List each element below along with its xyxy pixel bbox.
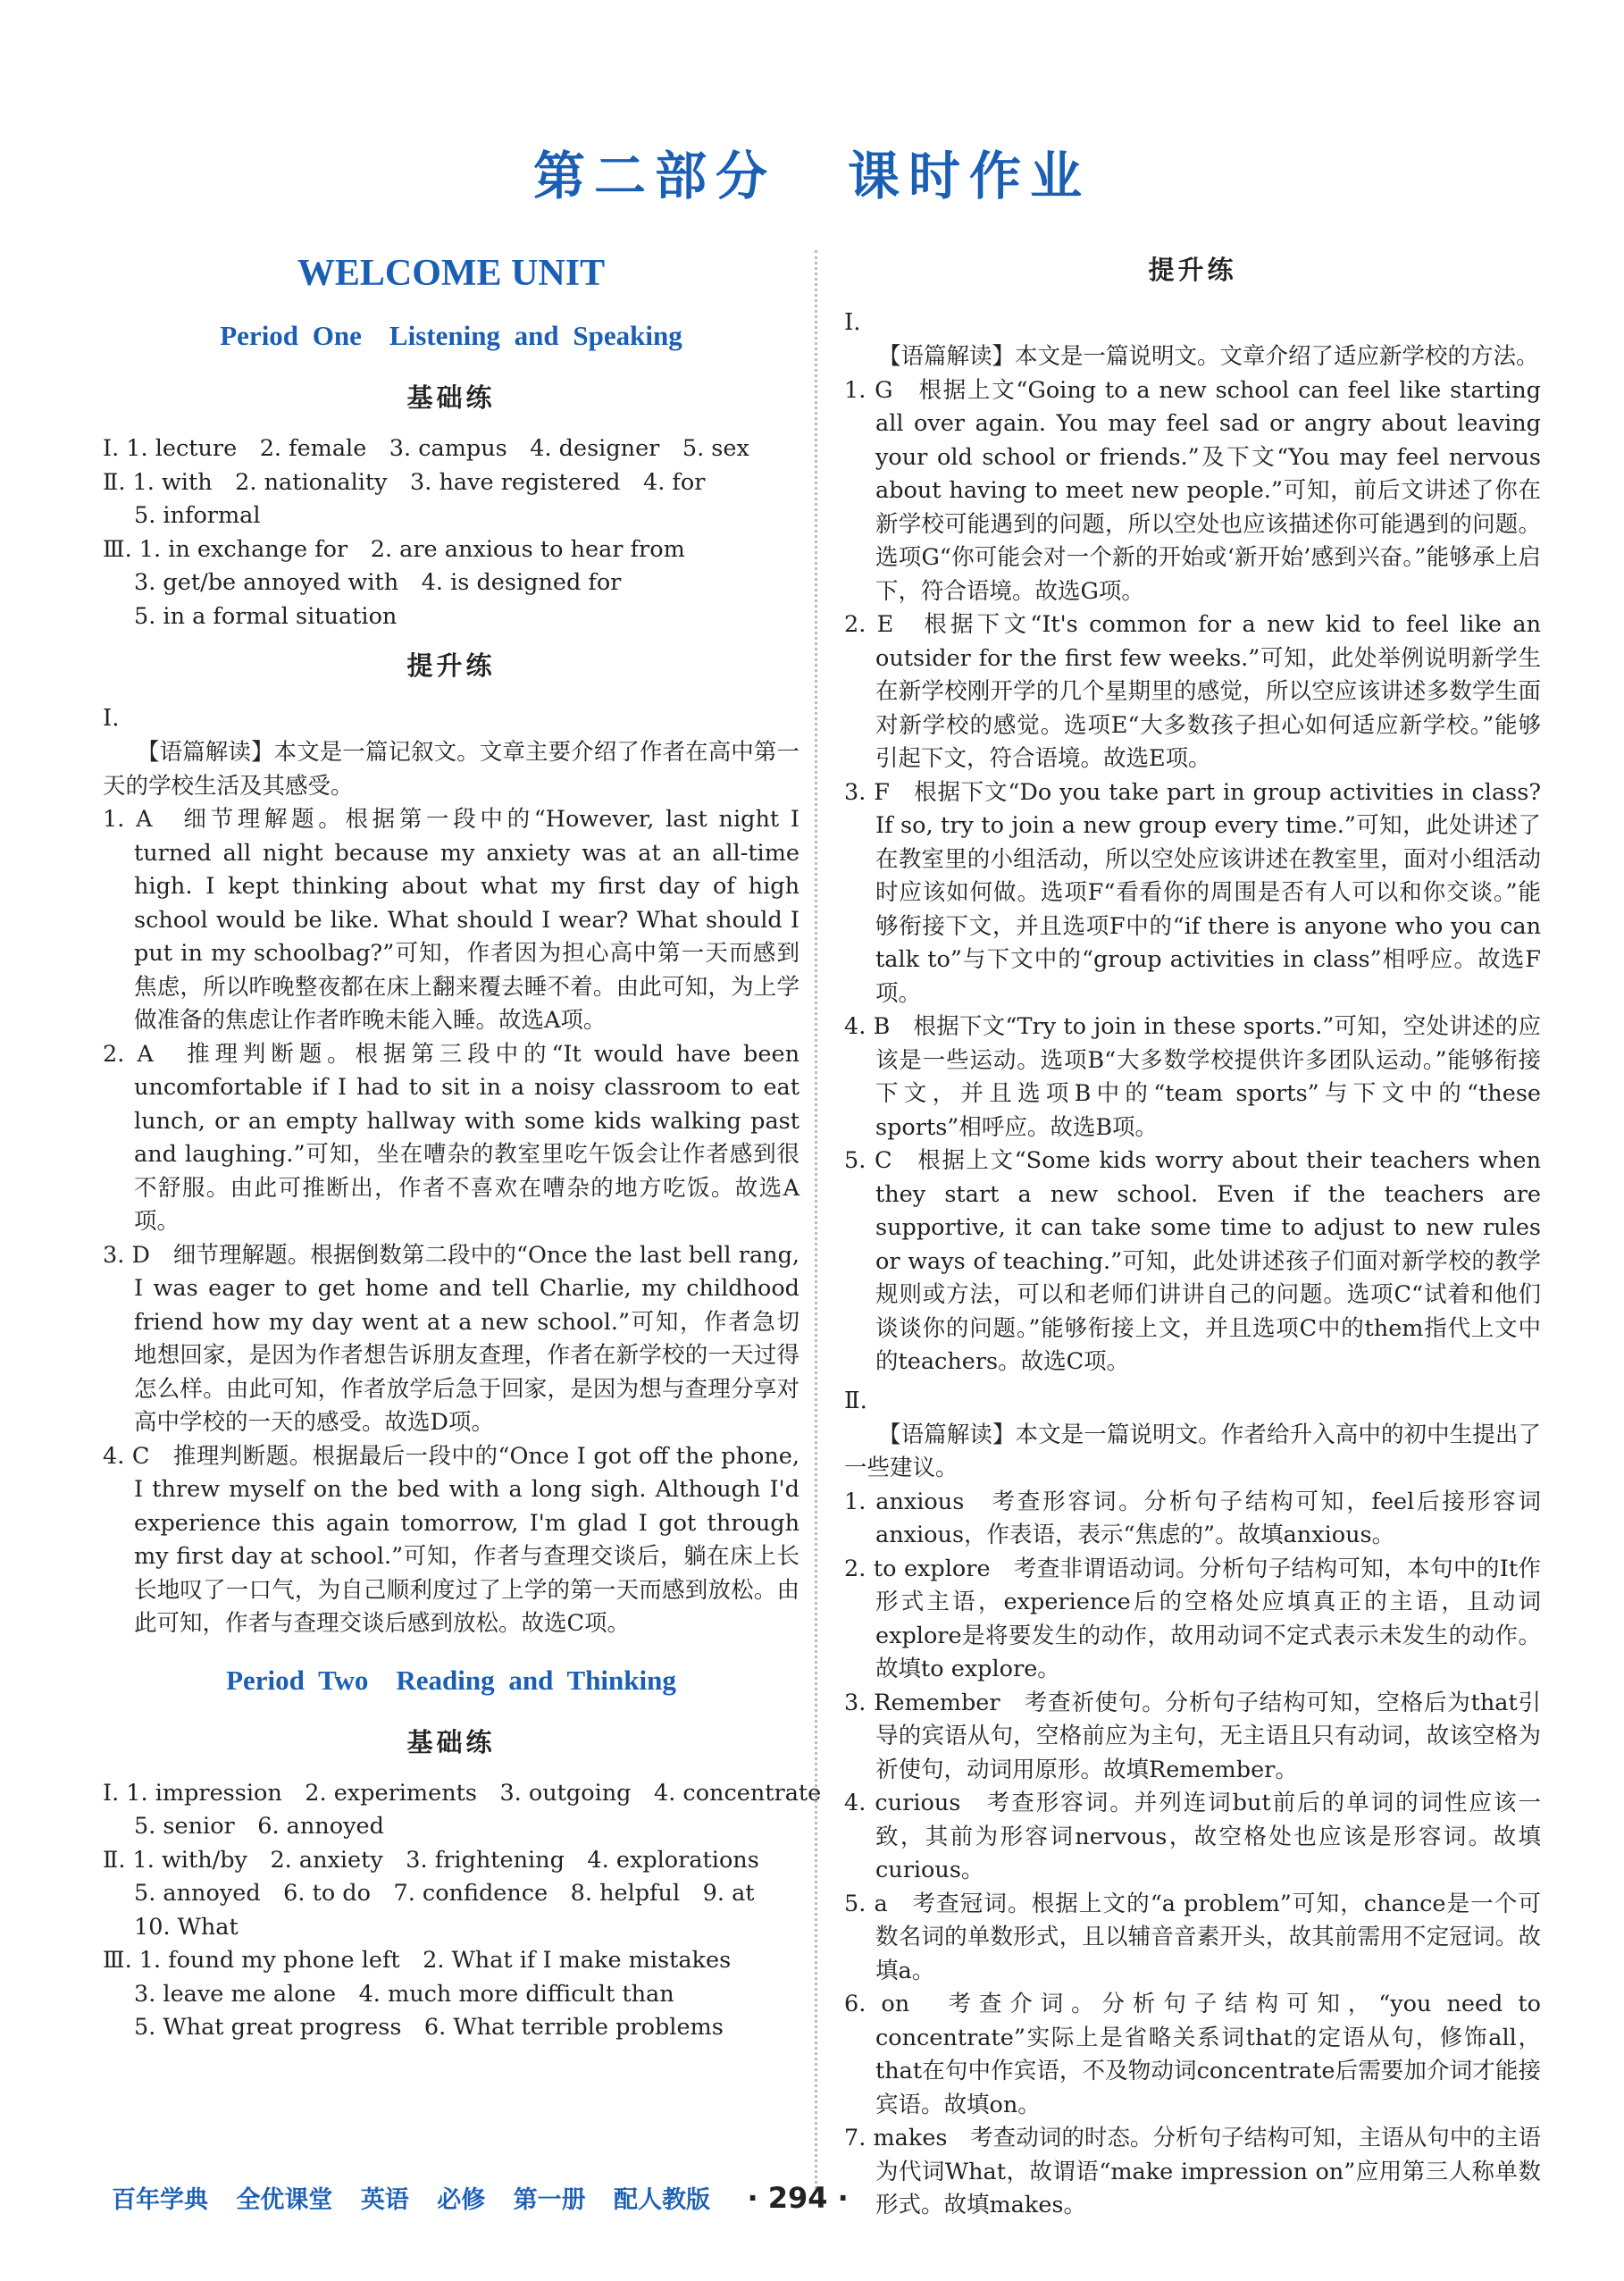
answer-item: 4. C 推理判断题。根据最后一段中的“Once I got off the phone, I threw myself on the bed with a long sigh. Although I'd experience this again tomorrow, I'm glad I got through my first day at school.”可知，作者与查理交谈后，躺在床上长长地叹了一口气，为自己顺利度过了上学的第一天而感到放松。由此可知，作者与查理交谈后感到放松。故选C项。 — [103, 1442, 799, 1637]
right-column — [844, 241, 1541, 2223]
answer-list — [103, 803, 799, 1641]
answer-line: Ⅰ. 1. lecture 2. female 3. campus 4. designer 5. sex — [103, 435, 749, 462]
answer-item: 7. makes 考查动词的时态。分析句子结构可知，主语从句中的主语为代词What，故谓语“make impression on”应用第三人称单数形式。故填makes。 — [844, 2125, 1541, 2218]
unit-title: WELCOME UNIT — [297, 253, 606, 294]
section-advance-2: 提升练 — [1148, 255, 1237, 285]
answer-line: Ⅲ. 1. in exchange for 2. are anxious to hear from — [103, 535, 685, 563]
answer-item: 4. B 根据下文“Try to join in these sports.”可知，空处讲述的应该是一些运动。选项B“大多数学校提供许多团队运动。”能够衔接下文，并且选项B中的“team sports”与下文中的“these sports”相呼应。故选B项。 — [844, 1013, 1541, 1141]
left-column — [103, 241, 822, 2045]
passage-intro: 【语篇解读】本文是一篇记叙文。文章主要介绍了作者在高中第一天的学校生活及其感受。 — [103, 739, 799, 800]
answer-line: Ⅲ. 1. found my phone left 2. What if I make mistakes — [103, 1947, 732, 1974]
answer-item: 6. on 考查介词。分析句子结构可知，“you need to concentrate”实际上是省略关系词that的定语从句，修饰all，that在句中作宾语，不及物动词concentrate后需要加介词才能接宾语。故填on。 — [844, 1991, 1541, 2118]
passage-intro: 【语篇解读】本文是一篇说明文。文章介绍了适应新学校的方法。 — [878, 343, 1539, 370]
answer-item: 2. A 推理判断题。根据第三段中的“It would have been uncomfortable if I had to sit in a noisy classroom to eat lunch, or an empty hallway with some kids walking past and laughing.”可知，坐在嘈杂的教室里吃午饭会让作者感到很不舒服。由此可推断出，作者不喜欢在嘈杂的地方吃饭。故选A项。 — [103, 1040, 799, 1235]
answer-item: 3. D 细节理解题。根据倒数第二段中的“Once the last bell rang, I was eager to get home and tell Charlie, my childhood friend how my day went at a new school.”可知，作者急切地想回家，是因为作者想告诉朋友查理，作者在新学校的一天过得怎么样。由此可知，作者放学后急于回家，是因为想与查理分享对高中学校的一天的感受。故选D项。 — [103, 1241, 799, 1436]
answer-item: 2. to explore 考查非谓语动词。分析句子结构可知，本句中的It作形式主语，experience后的空格处应填真正的主语，且动词explore是将要发生的动作，故用动词不定式表示未发生的动作。故填to explore。 — [844, 1555, 1541, 1682]
answer-line: 5. in a formal situation — [134, 602, 398, 630]
answer-line: 5. What great progress 6. What terrible problems — [134, 2014, 724, 2041]
answer-item: 1. anxious 考查形容词。分析句子结构可知，feel后接形容词anxious，作表语，表示“焦虑的”。故填anxious。 — [844, 1488, 1541, 1548]
answer-line: 5. informal — [134, 502, 261, 529]
part-number: 第二部分 — [532, 146, 776, 206]
basic-practice-1 — [103, 432, 799, 633]
answer-list — [844, 374, 1541, 1380]
answer-line: 10. What — [134, 1913, 239, 1941]
section-basic-1: 基础练 — [406, 382, 496, 413]
footer-item: 全优课堂 — [236, 2186, 333, 2214]
roman-heading: Ⅰ. — [103, 705, 120, 732]
footer-item: 百年学典 — [112, 2186, 208, 2214]
answer-line: 3. get/be annoyed with 4. is designed for — [134, 569, 622, 596]
answer-item: 3. F 根据下文“Do you take part in group activities in class? If so, try to join a new group every time.”可知，此处讲述了在教室里的小组活动，所以空处应该讲述在教室里，面对小组活动时应该如何做。选项F“看看你的周围是否有人可以和你交谈。”能够衔接下文，并且选项F中的“if there is anyone who you can talk to”与下文中的“group activities in class”相呼应。故选F项。 — [844, 778, 1541, 1007]
footer — [112, 2180, 868, 2215]
answer-line: Ⅱ. 1. with 2. nationality 3. have registered 4. for — [103, 468, 706, 496]
roman-heading: Ⅰ. — [844, 309, 861, 336]
footer-item: 第一册 — [513, 2186, 586, 2214]
answer-line: 5. annoyed 6. to do 7. confidence 8. helpful 9. at — [134, 1880, 755, 1907]
footer-item: 必修 — [437, 2186, 486, 2214]
answer-line: Ⅱ. 1. with/by 2. anxiety 3. frightening 4. explorations — [103, 1846, 759, 1874]
answer-item: 5. a 考查冠词。根据上文的“a problem”可知，chance是一个可数名词的单数形式，且以辅音音素开头，故其前需用不定冠词。故填a。 — [844, 1890, 1541, 1984]
answer-item: 1. A 细节理解题。根据第一段中的“However, last night I turned all night because my anxiety was at an all-time high. I kept thinking about what my first day of high school would be like. What should I wear? What should I put in my schoolbag?”可知，作者因为担心高中第一天而感到焦虑，所以昨晚整夜都在床上翻来覆去睡不着。由此可知，为上学做准备的焦虑让作者昨晚未能入睡。故选A项。 — [103, 806, 799, 1034]
section-basic-2: 基础练 — [406, 1726, 496, 1757]
answer-list — [844, 1486, 1541, 2223]
column-divider — [815, 250, 817, 2189]
passage-intro: 【语篇解读】本文是一篇说明文。作者给升入高中的初中生提出了一些建议。 — [844, 1421, 1541, 1481]
answer-line: 3. leave me alone 4. much more difficult than — [134, 1980, 674, 2008]
page-number: · 294 · — [747, 2181, 849, 2215]
answer-item: 4. curious 考查形容词。并列连词but前后的单词的词性应该一致，其前为形容词nervous，故空格处也应该是形容词。故填curious。 — [844, 1790, 1541, 1883]
part-title — [0, 134, 1624, 209]
answer-item: 3. Remember 考查祈使句。分析句子结构可知，空格后为that引导的宾语从句，空格前应为主句，无主语且只有动词，故该空格为祈使句，动词用原形。故填Remember。 — [844, 1689, 1541, 1783]
answer-line: Ⅰ. 1. impression 2. experiments 3. outgoing 4. concentrate — [103, 1779, 822, 1807]
section-advance-1: 提升练 — [406, 650, 496, 681]
basic-practice-2 — [103, 1777, 822, 2045]
period-one-title: Period One Listening and Speaking — [220, 320, 682, 351]
period-two-title: Period Two Reading and Thinking — [226, 1664, 676, 1696]
footer-item: 英语 — [360, 2186, 409, 2214]
answer-item: 1. G 根据上文“Going to a new school can feel like starting all over again. You may feel sad or angry about leaving your old school or friends.”及下文“You may feel nervous about having to meet new people.”可知，前后文讲述了你在新学校可能遇到的问题，所以空处也应该描述你可能遇到的问题。选项G“你可能会对一个新的开始或‘新开始’感到兴奋。”能够承上启下，符合语境。故选G项。 — [844, 376, 1541, 605]
answer-item: 2. E 根据下文“It's common for a new kid to feel like an outsider for the first few weeks.”可知，此处举例说明新学生在新学校刚开学的几个星期里的感觉，所以空应该讲述多数学生面对新学校的感觉。选项E“大多数孩子担心如何适应新学校。”能够引起下文，符合语境。故选E项。 — [844, 611, 1541, 772]
answer-line: 5. senior 6. annoyed — [134, 1813, 384, 1840]
roman-heading: Ⅱ. — [844, 1387, 867, 1414]
part-name: 课时作业 — [848, 146, 1092, 206]
footer-item: 配人教版 — [614, 2186, 711, 2214]
answer-item: 5. C 根据上文“Some kids worry about their teachers when they start a new school. Even if the teachers are supportive, it can take some time to adjust to new rules or ways of teaching.”可知，此处讲述孩子们面对新学校的教学规则或方法，可以和老师们讲讲自己的问题。选项C“试着和他们谈谈你的问题。”能够衔接上文，并且选项C中的them指代上文中的teachers。故选C项。 — [844, 1147, 1541, 1375]
